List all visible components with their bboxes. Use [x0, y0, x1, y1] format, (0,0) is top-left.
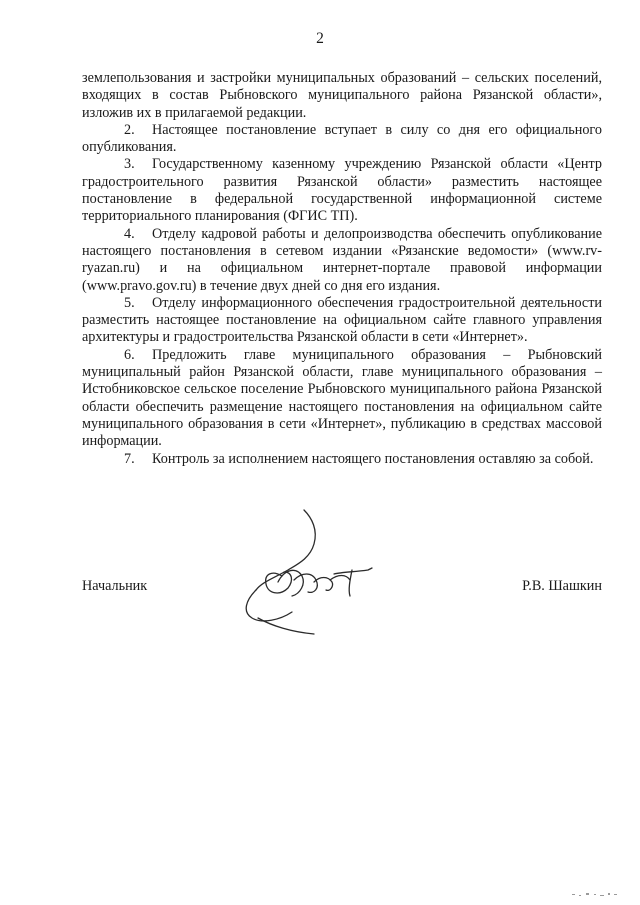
paragraph-number: 2. — [124, 121, 135, 138]
paragraph-5 — [82, 295, 602, 347]
paragraph-1-continuation: землепользования и застройки муниципальных образований – сельских поселений, входящих в состав Рыбновского муниципального района Рязанской области», изложив их в прилагаемой редакции. — [82, 70, 602, 121]
paragraph-number: 7. — [124, 450, 135, 467]
paragraph-text: Государственному казенному учреждению Рязанской области «Центр градостроительного развития Рязанской области» разместить настоящее постановление в федеральной государственной информационной системе территориального планирования (ФГИС ТП). — [82, 156, 602, 225]
paragraph-3 — [82, 156, 602, 225]
paragraph-number: 5. — [124, 294, 135, 311]
paragraph-6 — [82, 347, 602, 451]
scan-artifact — [572, 892, 622, 898]
handwritten-signature — [222, 500, 392, 640]
paragraph-text: Контроль за исполнением настоящего постановления оставляю за собой. — [152, 450, 594, 467]
paragraph-text: Отделу кадровой работы и делопроизводства обеспечить опубликование настоящего постановления в сетевом издании «Рязанские ведомости» (www.rv-ryazan.ru) и на официальном интернет-портале правовой информации (www.pravo.gov.ru) в течение двух дней со дня его издания. — [82, 225, 602, 294]
paragraph-text: Отделу информационного обеспечения градостроительной деятельности разместить настоящее постановление на официальном сайте главного управления архитектуры и градостроительства Рязанской области в сети «Интернет». — [82, 294, 602, 346]
paragraph-text: Предложить главе муниципального образования – Рыбновский муниципальный район Рязанской области, главе муниципального образования – Истобниковское сельское поселение Рыбновского муниципального района Рязанской области обеспечить размещение настоящего постановления на официальном сайте муниципального образования в сети «Интернет», публикацию в средствах массовой информации. — [82, 346, 602, 450]
page-number: 2 — [316, 30, 324, 47]
paragraph-number: 4. — [124, 225, 135, 242]
document-body — [82, 70, 602, 468]
signature-block — [82, 578, 602, 600]
paragraph-7 — [82, 451, 602, 468]
paragraph-2 — [82, 122, 602, 157]
paragraph-4 — [82, 226, 602, 295]
paragraph-text: Настоящее постановление вступает в силу со дня его официального опубликования. — [82, 121, 602, 156]
paragraph-number: 6. — [124, 346, 135, 363]
paragraph-number: 3. — [124, 156, 135, 173]
signer-position: Начальник — [82, 578, 148, 594]
signer-name: Р.В. Шашкин — [522, 578, 602, 594]
